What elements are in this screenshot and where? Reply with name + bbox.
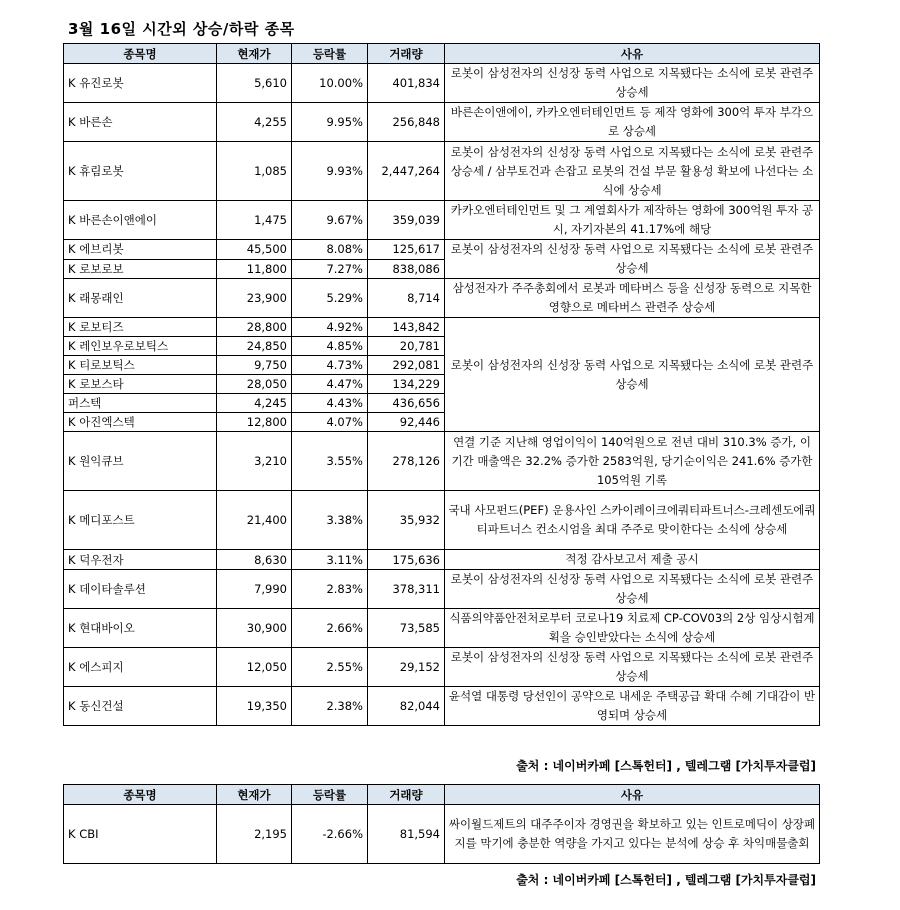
price-cell: 4,255 bbox=[217, 103, 292, 142]
volume-cell: 35,932 bbox=[368, 491, 445, 550]
change-rate-cell: 9.93% bbox=[292, 142, 368, 201]
stock-name-cell: K 휴림로봇 bbox=[64, 142, 217, 201]
change-rate-cell: 4.73% bbox=[292, 356, 368, 375]
stock-name-cell: K 로보스타 bbox=[64, 375, 217, 394]
table-row bbox=[64, 805, 820, 864]
header-reason: 사유 bbox=[445, 785, 820, 805]
reason-cell: 연결 기준 지난해 영업이익이 140억원으로 전년 대비 310.3% 증가, 이 기간 매출액은 32.2% 증가한 2583억원, 당기순이익은 241.6% 증가한 105억원 기록 bbox=[445, 432, 820, 491]
header-change: 등락률 bbox=[292, 785, 368, 805]
stock-name-cell: K 래몽래인 bbox=[64, 279, 217, 318]
price-cell: 7,990 bbox=[217, 570, 292, 609]
reason-cell: 싸이월드제트의 대주주이자 경영권을 확보하고 있는 인트로메딕이 상장폐지를 막기에 충분한 역량을 가지고 있다는 분석에 상승 후 차익매물출회 bbox=[445, 805, 820, 864]
price-cell: 12,050 bbox=[217, 648, 292, 687]
stock-name-cell: K 원익큐브 bbox=[64, 432, 217, 491]
stock-name-cell: K 데이타솔루션 bbox=[64, 570, 217, 609]
reason-cell: 로봇이 삼성전자의 신성장 동력 사업으로 지목됐다는 소식에 로봇 관련주 상승세 / 삼부토건과 손잡고 로봇의 건설 부문 활용성 확보에 나선다는 소식에 상승세 bbox=[445, 142, 820, 201]
change-rate-cell: 2.83% bbox=[292, 570, 368, 609]
price-cell: 30,900 bbox=[217, 609, 292, 648]
reason-cell: 로봇이 삼성전자의 신성장 동력 사업으로 지목됐다는 소식에 로봇 관련주 상승세 bbox=[445, 570, 820, 609]
price-cell: 2,195 bbox=[217, 805, 292, 864]
table-row bbox=[64, 550, 820, 570]
stock-name-cell: K 메디포스트 bbox=[64, 491, 217, 550]
volume-cell: 401,834 bbox=[368, 64, 445, 103]
reason-cell: 로봇이 삼성전자의 신성장 동력 사업으로 지목됐다는 소식에 로봇 관련주 상승세 bbox=[445, 240, 820, 279]
price-cell: 5,610 bbox=[217, 64, 292, 103]
table-row bbox=[64, 491, 820, 550]
volume-cell: 29,152 bbox=[368, 648, 445, 687]
price-cell: 11,800 bbox=[217, 259, 292, 279]
reason-cell: 식품의약품안전처로부터 코로나19 치료제 CP-COV03의 2상 임상시험계획을 승인받았다는 소식에 상승세 bbox=[445, 609, 820, 648]
volume-cell: 378,311 bbox=[368, 570, 445, 609]
page-title: 3월 16일 시간외 상승/하락 종목 bbox=[68, 20, 295, 38]
price-cell: 28,050 bbox=[217, 375, 292, 394]
volume-cell: 81,594 bbox=[368, 805, 445, 864]
stock-name-cell: K 에브리봇 bbox=[64, 240, 217, 260]
volume-cell: 436,656 bbox=[368, 394, 445, 413]
volume-cell: 125,617 bbox=[368, 240, 445, 260]
price-cell: 1,085 bbox=[217, 142, 292, 201]
price-cell: 19,350 bbox=[217, 687, 292, 726]
price-cell: 12,800 bbox=[217, 413, 292, 432]
stock-name-cell: K 레인보우로보틱스 bbox=[64, 337, 217, 356]
table-row bbox=[64, 240, 820, 260]
table-row bbox=[64, 609, 820, 648]
rising-stocks-table bbox=[63, 43, 820, 726]
volume-cell: 143,842 bbox=[368, 318, 445, 337]
header-change: 등락률 bbox=[292, 44, 368, 64]
volume-cell: 73,585 bbox=[368, 609, 445, 648]
table-row bbox=[64, 201, 820, 240]
volume-cell: 8,714 bbox=[368, 279, 445, 318]
price-cell: 24,850 bbox=[217, 337, 292, 356]
volume-cell: 2,447,264 bbox=[368, 142, 445, 201]
table-row bbox=[64, 570, 820, 609]
header-price: 현재가 bbox=[217, 44, 292, 64]
price-cell: 28,800 bbox=[217, 318, 292, 337]
change-rate-cell: 3.11% bbox=[292, 550, 368, 570]
table-row bbox=[64, 279, 820, 318]
volume-cell: 838,086 bbox=[368, 259, 445, 279]
stock-name-cell: K 유진로봇 bbox=[64, 64, 217, 103]
change-rate-cell: 3.55% bbox=[292, 432, 368, 491]
stock-name-cell: K 바른손이앤에이 bbox=[64, 201, 217, 240]
source-note: 출처 : 네이버카페 [스톡헌터] , 텔레그램 [가치투자클럽] bbox=[516, 759, 816, 773]
change-rate-cell: 4.43% bbox=[292, 394, 368, 413]
table-row bbox=[64, 432, 820, 491]
volume-cell: 292,081 bbox=[368, 356, 445, 375]
reason-cell: 국내 사모펀드(PEF) 운용사인 스카이레이크에쿼티파트너스-크레센도에쿼티파트너스 컨소시엄을 최대 주주로 맞이한다는 소식에 상승세 bbox=[445, 491, 820, 550]
reason-cell: 카카오엔터테인먼트 및 그 계열회사가 제작하는 영화에 300억원 투자 공시, 자기자본의 41.17%에 해당 bbox=[445, 201, 820, 240]
change-rate-cell: 7.27% bbox=[292, 259, 368, 279]
header-volume: 거래량 bbox=[368, 785, 445, 805]
reason-cell: 바른손이앤에이, 카카오엔터테인먼트 등 제작 영화에 300억 투자 부각으로 상승세 bbox=[445, 103, 820, 142]
price-cell: 3,210 bbox=[217, 432, 292, 491]
header-reason: 사유 bbox=[445, 44, 820, 64]
stock-name-cell: K 로보티즈 bbox=[64, 318, 217, 337]
change-rate-cell: 5.29% bbox=[292, 279, 368, 318]
price-cell: 23,900 bbox=[217, 279, 292, 318]
change-rate-cell: 4.92% bbox=[292, 318, 368, 337]
reason-cell: 로봇이 삼성전자의 신성장 동력 사업으로 지목됐다는 소식에 로봇 관련주 상승세 bbox=[445, 64, 820, 103]
header-row bbox=[64, 44, 820, 64]
reason-cell: 로봇이 삼성전자의 신성장 동력 사업으로 지목됐다는 소식에 로봇 관련주 상승세 bbox=[445, 648, 820, 687]
volume-cell: 256,848 bbox=[368, 103, 445, 142]
table-row bbox=[64, 103, 820, 142]
header-volume: 거래량 bbox=[368, 44, 445, 64]
change-rate-cell: 2.38% bbox=[292, 687, 368, 726]
header-name: 종목명 bbox=[64, 785, 217, 805]
header-price: 현재가 bbox=[217, 785, 292, 805]
change-rate-cell: 10.00% bbox=[292, 64, 368, 103]
change-rate-cell: 8.08% bbox=[292, 240, 368, 260]
source-note: 출처 : 네이버카페 [스톡헌터] , 텔레그램 [가치투자클럽] bbox=[516, 873, 816, 887]
price-cell: 9,750 bbox=[217, 356, 292, 375]
volume-cell: 278,126 bbox=[368, 432, 445, 491]
volume-cell: 82,044 bbox=[368, 687, 445, 726]
table-row bbox=[64, 648, 820, 687]
reason-cell: 삼성전자가 주주총회에서 로봇과 메타버스 등을 신성장 동력으로 지목한 영향으로 메타버스 관련주 상승세 bbox=[445, 279, 820, 318]
change-rate-cell: 4.85% bbox=[292, 337, 368, 356]
volume-cell: 20,781 bbox=[368, 337, 445, 356]
price-cell: 45,500 bbox=[217, 240, 292, 260]
stock-name-cell: 퍼스텍 bbox=[64, 394, 217, 413]
table-row bbox=[64, 64, 820, 103]
price-cell: 1,475 bbox=[217, 201, 292, 240]
table-row bbox=[64, 687, 820, 726]
stock-name-cell: K 덕우전자 bbox=[64, 550, 217, 570]
change-rate-cell: 3.38% bbox=[292, 491, 368, 550]
stock-name-cell: K 티로보틱스 bbox=[64, 356, 217, 375]
change-rate-cell: 2.66% bbox=[292, 609, 368, 648]
header-name: 종목명 bbox=[64, 44, 217, 64]
change-rate-cell: 4.47% bbox=[292, 375, 368, 394]
stock-name-cell: K CBI bbox=[64, 805, 217, 864]
stock-name-cell: K 로보로보 bbox=[64, 259, 217, 279]
change-rate-cell: 9.67% bbox=[292, 201, 368, 240]
reason-cell: 윤석열 대통령 당선인이 공약으로 내세운 주택공급 확대 수혜 기대감이 반영되며 상승세 bbox=[445, 687, 820, 726]
falling-stocks-table bbox=[63, 784, 820, 864]
reason-cell: 적정 감사보고서 제출 공시 bbox=[445, 550, 820, 570]
table-row bbox=[64, 318, 820, 337]
stock-name-cell: K 현대바이오 bbox=[64, 609, 217, 648]
change-rate-cell: -2.66% bbox=[292, 805, 368, 864]
stock-name-cell: K 에스피지 bbox=[64, 648, 217, 687]
stock-name-cell: K 바른손 bbox=[64, 103, 217, 142]
stock-name-cell: K 동신건설 bbox=[64, 687, 217, 726]
price-cell: 21,400 bbox=[217, 491, 292, 550]
change-rate-cell: 2.55% bbox=[292, 648, 368, 687]
change-rate-cell: 9.95% bbox=[292, 103, 368, 142]
table-row bbox=[64, 142, 820, 201]
reason-cell: 로봇이 삼성전자의 신성장 동력 사업으로 지목됐다는 소식에 로봇 관련주 상승세 bbox=[445, 318, 820, 432]
volume-cell: 359,039 bbox=[368, 201, 445, 240]
price-cell: 8,630 bbox=[217, 550, 292, 570]
volume-cell: 134,229 bbox=[368, 375, 445, 394]
header-row bbox=[64, 785, 820, 805]
stock-name-cell: K 아진엑스텍 bbox=[64, 413, 217, 432]
volume-cell: 175,636 bbox=[368, 550, 445, 570]
change-rate-cell: 4.07% bbox=[292, 413, 368, 432]
volume-cell: 92,446 bbox=[368, 413, 445, 432]
price-cell: 4,245 bbox=[217, 394, 292, 413]
